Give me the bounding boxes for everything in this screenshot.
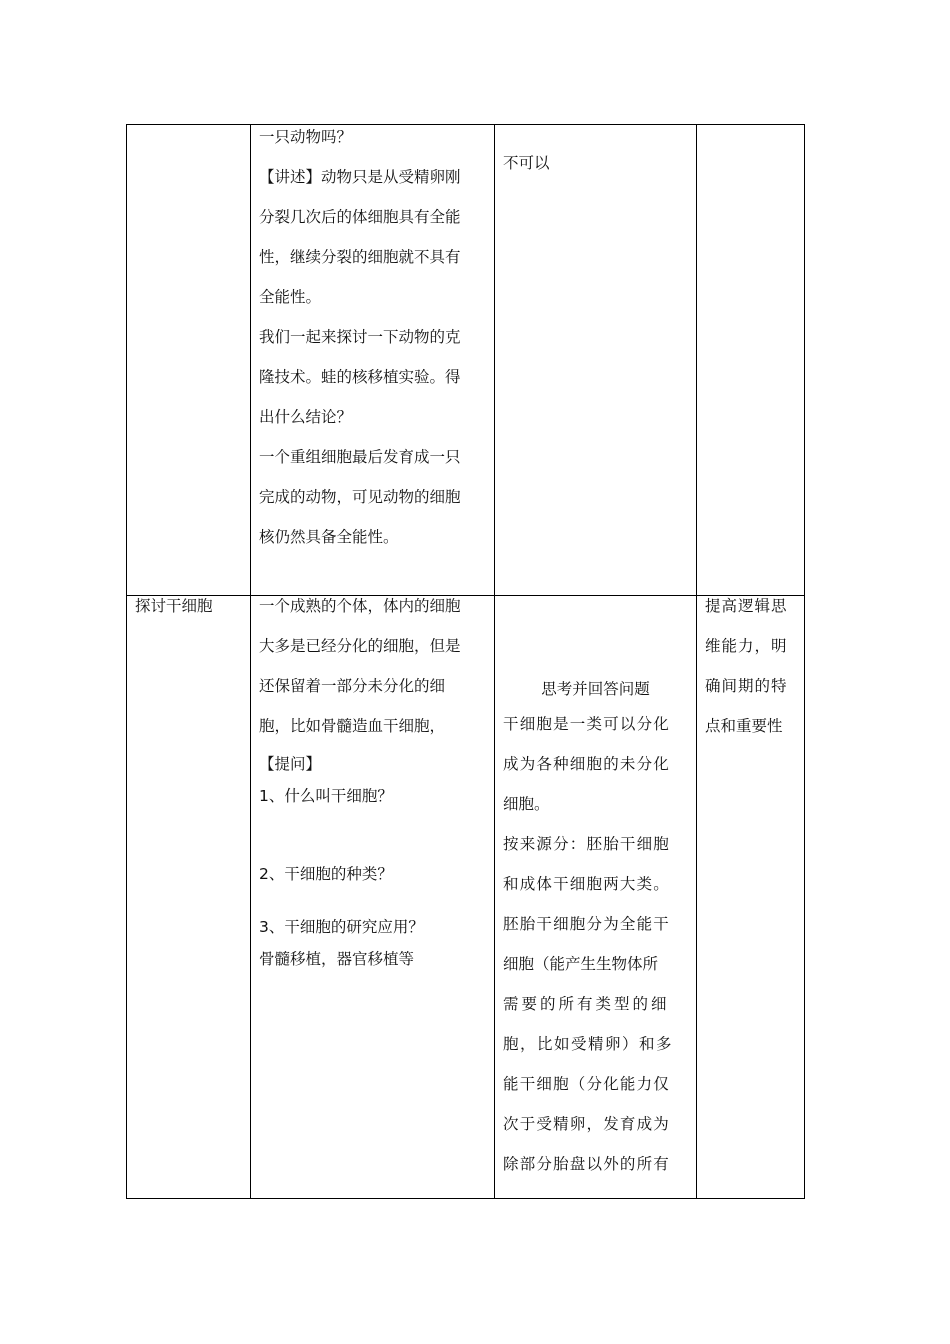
text-line: 能干细胞（分化能力仅 xyxy=(503,1075,671,1093)
text-line: 核仍然具备全能性。 xyxy=(259,528,399,546)
text-line: 按来源分：胚胎干细胞 xyxy=(503,835,671,853)
stage-cell xyxy=(127,596,251,1199)
text-line: 大多是已经分化的细胞，但是 xyxy=(259,637,461,655)
text-line: 一个成熟的个体，体内的细胞 xyxy=(259,597,461,615)
text-line: 出什么结论？ xyxy=(259,408,353,426)
question-3: 3、干细胞的研究应用？ xyxy=(259,918,424,936)
stage-title: 探讨干细胞 xyxy=(135,597,213,615)
text-line: 成为各种细胞的未分化 xyxy=(503,755,671,773)
design-intent-cell xyxy=(697,125,805,596)
text-line: 胞，比如受精卵）和多 xyxy=(503,1035,674,1053)
text-line: 除部分胎盘以外的所有 xyxy=(503,1155,671,1173)
text-line: 维能力，明 xyxy=(705,637,788,655)
text-line: 不可以 xyxy=(503,154,550,172)
design-intent-cell xyxy=(697,596,805,1199)
text-line: 一个重组细胞最后发育成一只 xyxy=(259,448,461,466)
question-1: 1、什么叫干细胞？ xyxy=(259,787,393,805)
text-line: 确间期的特 xyxy=(705,677,788,695)
text-line: 还保留着一部分未分化的细 xyxy=(259,677,446,695)
answer-3: 骨髓移植，器官移植等 xyxy=(259,950,415,968)
stage-cell xyxy=(127,125,251,596)
text-line: 我们一起来探讨一下动物的克 xyxy=(259,328,461,346)
text-line: 和成体干细胞两大类。 xyxy=(503,875,671,893)
text-line: 性，继续分裂的细胞就不具有 xyxy=(259,248,461,266)
text-line: 需要的所有类型的细 xyxy=(503,995,670,1013)
student-activity-cell xyxy=(495,596,697,1199)
text-line: 隆技术。蛙的核移植实验。得 xyxy=(259,368,461,386)
table-row xyxy=(127,596,805,1199)
teacher-activity-cell xyxy=(251,125,495,596)
student-activity-cell xyxy=(495,125,697,596)
teacher-activity-cell xyxy=(251,596,495,1199)
lesson-plan-table xyxy=(126,124,805,1199)
text-line: 全能性。 xyxy=(259,288,322,306)
text-line: 次于受精卵，发育成为 xyxy=(503,1115,671,1133)
text-line: 【讲述】动物只是从受精卵刚 xyxy=(259,168,461,186)
text-line: 干细胞是一类可以分化 xyxy=(503,715,671,733)
student-heading: 思考并回答问题 xyxy=(541,680,650,698)
text-line: 胞，比如骨髓造血干细胞， xyxy=(259,717,446,735)
text-line: 提高逻辑思 xyxy=(705,597,788,615)
text-line: 细胞。 xyxy=(503,795,550,813)
text-line: 细胞（能产生生物体所 xyxy=(503,955,659,973)
text-line: 一只动物吗？ xyxy=(259,128,353,146)
question-tag: 【提问】 xyxy=(259,755,322,773)
text-line: 分裂几次后的体细胞具有全能 xyxy=(259,208,461,226)
text-line: 完成的动物，可见动物的细胞 xyxy=(259,488,461,506)
question-2: 2、干细胞的种类？ xyxy=(259,865,393,883)
text-line: 点和重要性 xyxy=(705,717,783,735)
text-line: 胚胎干细胞分为全能干 xyxy=(503,915,671,933)
table-row xyxy=(127,125,805,596)
